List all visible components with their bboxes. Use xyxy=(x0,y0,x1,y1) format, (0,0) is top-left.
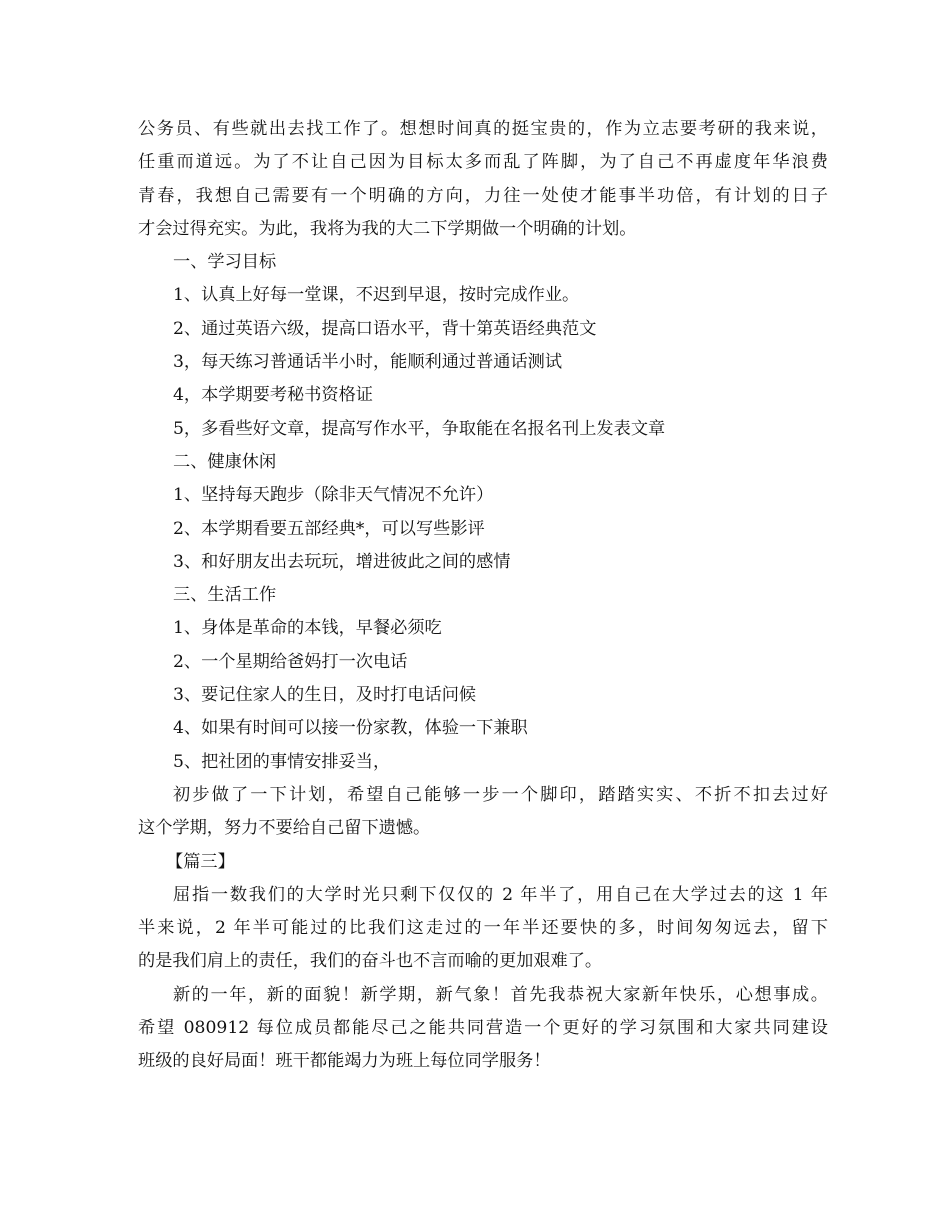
text-line: 三、生活工作 xyxy=(173,585,277,606)
text-line: 二、健康休闲 xyxy=(173,451,277,472)
text-line: 1、坚持每天跑步（除非天气情况不允许） xyxy=(173,485,494,506)
text-line: 2、通过英语六级，提高口语水平，背十第英语经典范文 xyxy=(173,318,597,339)
text-line: 1、认真上好每一堂课，不迟到早退，按时完成作业。 xyxy=(173,285,580,306)
text-line: 班级的良好局面！班干都能竭力为班上每位同学服务！ xyxy=(138,1051,551,1072)
text-line: 这个学期，努力不要给自己留下遗憾。 xyxy=(138,818,431,839)
text-line: 3、和好朋友出去玩玩，增进彼此之间的感情 xyxy=(173,551,511,572)
text-line: 半来说，2 年半可能过的比我们这走过的一年半还要快的多，时间匆匆远去，留下 xyxy=(138,918,828,939)
text-line: 希望 080912 每位成员都能尽己之能共同营造一个更好的学习氛围和大家共同建设 xyxy=(138,1018,828,1039)
section-heading: 【篇三】 xyxy=(166,851,235,872)
text-line: 5、把社团的事情安排妥当， xyxy=(173,751,391,772)
text-line: 公务员、有些就出去找工作了。想想时间真的挺宝贵的，作为立志要考研的我来说， xyxy=(138,119,828,139)
text-line: 1、身体是革命的本钱，早餐必须吃 xyxy=(173,618,442,639)
text-line: 初步做了一下计划，希望自己能够一步一个脚印，踏踏实实、不折不扣去过好 xyxy=(173,784,828,805)
text-line: 5，多看些好文章，提高写作水平，争取能在名报名刊上发表文章 xyxy=(173,418,666,439)
text-line: 的是我们肩上的责任，我们的奋斗也不言而喻的更加艰难了。 xyxy=(138,951,603,972)
document-body xyxy=(138,113,828,1079)
text-line: 一、学习目标 xyxy=(173,252,277,273)
text-line: 4，本学期要考秘书资格证 xyxy=(173,385,373,406)
text-line: 2、一个星期给爸妈打一次电话 xyxy=(173,651,408,672)
text-line: 青春，我想自己需要有一个明确的方向，力往一处使才能事半功倍，有计划的日子 xyxy=(138,185,828,206)
text-line: 3，每天练习普通话半小时，能顺利通过普通话测试 xyxy=(173,352,563,373)
text-line: 才会过得充实。为此，我将为我的大二下学期做一个明确的计划。 xyxy=(138,218,637,239)
text-line: 4、如果有时间可以接一份家教，体验一下兼职 xyxy=(173,718,528,739)
text-line: 2、本学期看要五部经典*，可以写些影评 xyxy=(173,518,485,539)
text-line: 新的一年，新的面貌！新学期，新气象！首先我恭祝大家新年快乐，心想事成。 xyxy=(173,984,828,1005)
text-line: 屈指一数我们的大学时光只剩下仅仅的 2 年半了，用自己在大学过去的这 1 年 xyxy=(173,884,828,905)
text-line: 任重而道远。为了不让自己因为目标太多而乱了阵脚，为了自己不再虚度年华浪费 xyxy=(138,152,828,173)
text-line: 3、要记住家人的生日，及时打电话问候 xyxy=(173,685,477,706)
